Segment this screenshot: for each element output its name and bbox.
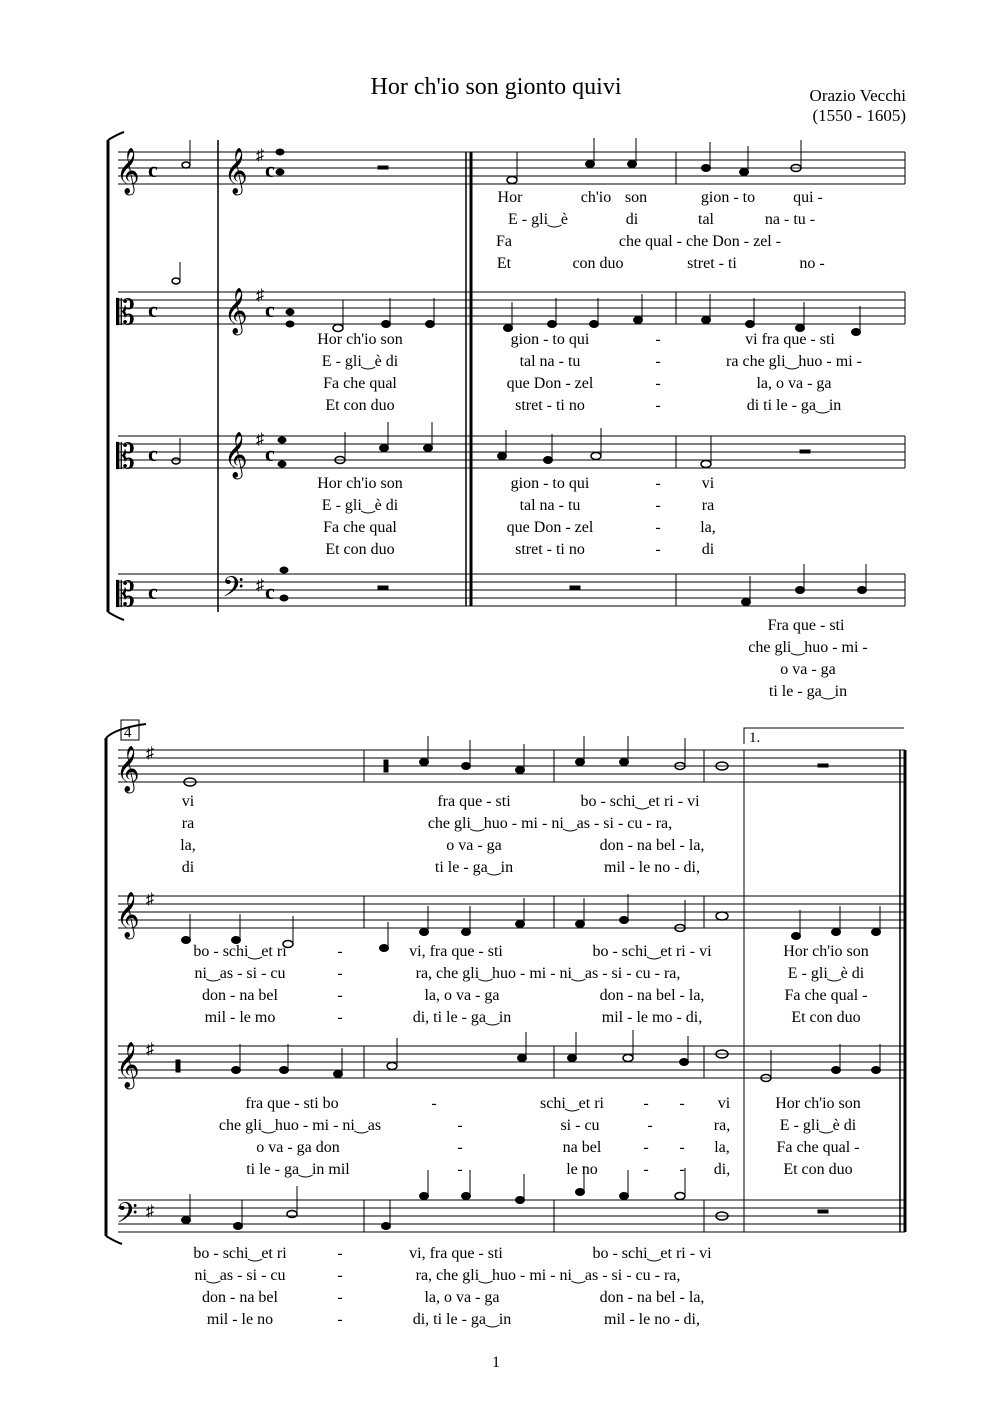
lyric: bo - schi‿et ri - vi — [592, 1245, 712, 1262]
lyric: la, — [700, 519, 716, 536]
lyric: E - gli‿è — [508, 211, 568, 228]
lyric: di, ti le - ga‿in — [412, 1009, 512, 1026]
lyric: di — [701, 541, 715, 558]
treble-clef-icon: 𝄞 — [116, 148, 140, 193]
treble-clef-icon: 𝄞 — [224, 148, 248, 193]
staff-s2-v2 — [118, 896, 905, 928]
lyric: ni‿as - si - cu — [194, 965, 286, 982]
lyric: vi, fra que - sti — [409, 943, 503, 960]
volta-bracket — [744, 728, 904, 744]
svg-text:c: c — [265, 441, 275, 466]
lyric: fra que - sti bo — [245, 1095, 339, 1112]
svg-text:c: c — [265, 157, 275, 182]
lyric: - — [655, 475, 661, 492]
lyric: que Don - zel — [506, 375, 594, 392]
lyric: schi‿et ri — [540, 1095, 604, 1112]
lyric: gion - to qui — [510, 331, 590, 348]
lyric: - — [655, 397, 661, 414]
lyric: vi — [717, 1095, 731, 1112]
lyric: don - na bel - la, — [599, 837, 705, 854]
lyric: o va - ga don — [256, 1139, 340, 1156]
lyric: fra que - sti — [437, 793, 511, 810]
lyric: Et — [496, 255, 512, 272]
treble-clef-icon: 𝄞 — [224, 432, 248, 477]
lyric: - — [337, 1311, 343, 1328]
lyric: Et con duo — [783, 1161, 853, 1178]
lyric: mil - le mo - di, — [601, 1009, 703, 1026]
key-signatures-s1 — [256, 147, 264, 594]
lyric: ra — [181, 815, 195, 832]
lyric: - — [679, 1161, 685, 1178]
lyric: ti le - ga‿in mil — [246, 1161, 350, 1178]
lyric: Fa che qual — [323, 519, 397, 536]
sharp-icon: ♯ — [256, 147, 264, 164]
lyric: ni‿as - si - cu — [194, 1267, 286, 1284]
lyric: mil - le no - di, — [604, 859, 700, 876]
lyric: ti le - ga‿in — [768, 683, 848, 700]
page-number: 1 — [492, 1354, 500, 1371]
lyric: la, — [180, 837, 196, 854]
lyric: - — [679, 1139, 685, 1156]
lyric: la, o va - ga — [424, 1289, 500, 1306]
lyric: o va - ga — [780, 661, 836, 678]
svg-text:c: c — [148, 157, 158, 182]
piece-title: Hor ch'io son gionto quivi — [370, 74, 622, 100]
lyric: - — [655, 375, 661, 392]
svg-text:c: c — [148, 297, 158, 322]
lyric: di — [625, 211, 639, 228]
composer-name: Orazio Vecchi — [809, 86, 906, 105]
lyric: - — [337, 943, 343, 960]
lyric: che gli‿huo - mi - — [748, 639, 868, 656]
lyric: - — [337, 987, 343, 1004]
lyric: qui - — [793, 189, 823, 206]
lyric: - — [655, 541, 661, 558]
lyric: di ti le - ga‿in — [746, 397, 842, 414]
lyric: Fa che qual — [323, 375, 397, 392]
time-signatures-s1 — [148, 157, 275, 604]
sharp-icon: ♯ — [146, 1041, 154, 1058]
treble-clef-icon: 𝄞 — [116, 746, 140, 791]
lyric: E - gli‿è di — [321, 353, 399, 370]
lyric: don - na bel - la, — [599, 1289, 705, 1306]
clefs-s1 — [116, 148, 248, 614]
lyric: don - na bel — [202, 987, 278, 1004]
lyric: - — [337, 1009, 343, 1026]
lyric: - — [431, 1095, 437, 1112]
lyrics-s2-v1 — [180, 793, 704, 876]
lyric: - — [655, 331, 661, 348]
lyric: - — [655, 353, 661, 370]
treble-clef-icon: 𝄞 — [116, 892, 140, 937]
lyric: Fa — [496, 233, 512, 250]
lyric: stret - ti no — [515, 397, 585, 414]
treble-clef-icon: 𝄞 — [224, 288, 248, 333]
lyric: Hor ch'io son — [317, 475, 403, 492]
lyric: - — [337, 1245, 343, 1262]
lyric: stret - ti — [687, 255, 737, 272]
lyric: bo - schi‿et ri — [193, 943, 287, 960]
lyrics-s2-v3 — [219, 1095, 861, 1178]
lyric: E - gli‿è di — [321, 497, 399, 514]
lyric: stret - ti no — [515, 541, 585, 558]
sharp-icon: ♯ — [256, 431, 264, 448]
lyric: con duo — [572, 255, 624, 272]
lyric: E - gli‿è di — [779, 1117, 857, 1134]
lyric: Fa che qual - — [784, 987, 868, 1004]
lyric: la, o va - ga — [424, 987, 500, 1004]
lyric: mil - le no — [206, 1311, 274, 1328]
treble-clef-icon: 𝄞 — [116, 1042, 140, 1087]
lyric: vi — [701, 475, 715, 492]
lyric: don - na bel - la, — [599, 987, 705, 1004]
c-clef-icon: 𝄡 — [116, 295, 135, 332]
sharp-icon: ♯ — [146, 745, 154, 762]
lyrics-s1-v3 — [317, 475, 716, 558]
key-signatures-s2 — [146, 745, 154, 1220]
lyric: son — [624, 189, 648, 206]
lyric: gion - to — [700, 189, 756, 206]
lyric: mil - le no - di, — [604, 1311, 700, 1328]
lyric: tal na - tu — [519, 353, 581, 370]
composer-dates: (1550 - 1605) — [812, 106, 906, 125]
c-clef-icon: 𝄡 — [116, 439, 135, 476]
lyric: si - cu — [560, 1117, 600, 1134]
lyric: Fra que - sti — [767, 617, 845, 634]
staff-s2-v1 — [118, 750, 905, 782]
lyric: di, — [713, 1161, 731, 1178]
lyric: - — [643, 1095, 649, 1112]
lyric: - — [457, 1117, 463, 1134]
sharp-icon: ♯ — [146, 891, 154, 908]
lyric: mil - le mo — [204, 1009, 276, 1026]
lyric: ra, che gli‿huo - mi - ni‿as - si - cu - ra, — [415, 1267, 681, 1284]
lyric: che gli‿huo - mi - ni‿as - si - cu - ra, — [427, 815, 673, 832]
lyric: bo - schi‿et ri - vi — [592, 943, 712, 960]
lyric: gion - to qui — [510, 475, 590, 492]
lyric: la, — [714, 1139, 730, 1156]
lyric: Hor ch'io son — [783, 943, 869, 960]
lyric: o va - ga — [446, 837, 502, 854]
bass-clef-icon: 𝄢 — [222, 573, 244, 610]
lyric: bo - schi‿et ri - vi — [580, 793, 700, 810]
lyric: ti le - ga‿in — [434, 859, 514, 876]
lyric: - — [679, 1095, 685, 1112]
lyric: di, ti le - ga‿in — [412, 1311, 512, 1328]
lyric: - — [337, 1289, 343, 1306]
lyric: - — [647, 1117, 653, 1134]
lyric: - — [457, 1161, 463, 1178]
lyric: don - na bel — [202, 1289, 278, 1306]
lyric: di — [181, 859, 195, 876]
lyric: vi, fra que - sti — [409, 1245, 503, 1262]
bass-clef-icon: 𝄢 — [116, 1199, 138, 1236]
lyric: no - — [799, 255, 825, 272]
c-clef-icon: 𝄡 — [116, 577, 135, 614]
lyric: - — [457, 1139, 463, 1156]
lyrics-s2-v4 — [193, 1245, 712, 1328]
lyric: la, o va - ga — [756, 375, 832, 392]
lyric: na bel — [562, 1139, 602, 1156]
lyric: che gli‿huo - mi - ni‿as — [218, 1117, 382, 1134]
lyric: que Don - zel — [506, 519, 594, 536]
lyric: Et con duo — [325, 541, 395, 558]
lyric: Et con duo — [325, 397, 395, 414]
sharp-icon: ♯ — [146, 1203, 154, 1220]
sharp-icon: ♯ — [256, 287, 264, 304]
lyric: ra, — [713, 1117, 731, 1134]
lyric: - — [643, 1161, 649, 1178]
svg-text:c: c — [148, 441, 158, 466]
lyric: ra — [701, 497, 715, 514]
lyric: le no — [566, 1161, 598, 1178]
lyrics-s1-v2 — [317, 331, 862, 414]
lyric: bo - schi‿et ri — [193, 1245, 287, 1262]
lyrics-s2-v2 — [193, 943, 868, 1026]
lyrics-s1-v1 — [496, 189, 825, 272]
volta-label: 1. — [749, 730, 761, 746]
lyric: tal na - tu — [519, 497, 581, 514]
lyric: ch'io — [580, 189, 612, 206]
lyric: tal — [698, 211, 714, 228]
lyric: che qual - che Don - zel - — [618, 233, 782, 250]
lyric: - — [643, 1139, 649, 1156]
lyric: vi — [181, 793, 195, 810]
lyric: - — [655, 519, 661, 536]
measure-number: 4 — [124, 725, 132, 741]
lyric: Et con duo — [791, 1009, 861, 1026]
lyric: Hor ch'io son — [317, 331, 403, 348]
lyric: Hor ch'io son — [775, 1095, 861, 1112]
lyric: Fa che qual - — [776, 1139, 860, 1156]
lyric: na - tu - — [764, 211, 816, 228]
lyric: ra, che gli‿huo - mi - ni‿as - si - cu - ra, — [415, 965, 681, 982]
lyric: E - gli‿è di — [787, 965, 865, 982]
clefs-s2 — [116, 746, 140, 1236]
lyric: Hor — [497, 189, 523, 206]
lyrics-s1-v4 — [748, 617, 868, 700]
lyric: - — [655, 497, 661, 514]
svg-text:c: c — [148, 579, 158, 604]
svg-text:c: c — [265, 579, 275, 604]
sharp-icon: ♯ — [256, 577, 264, 594]
lyric: - — [337, 965, 343, 982]
lyric: - — [337, 1267, 343, 1284]
lyric: vi fra que - sti — [745, 331, 835, 348]
svg-text:c: c — [265, 297, 275, 322]
lyric: ra che gli‿huo - mi - — [726, 353, 862, 370]
